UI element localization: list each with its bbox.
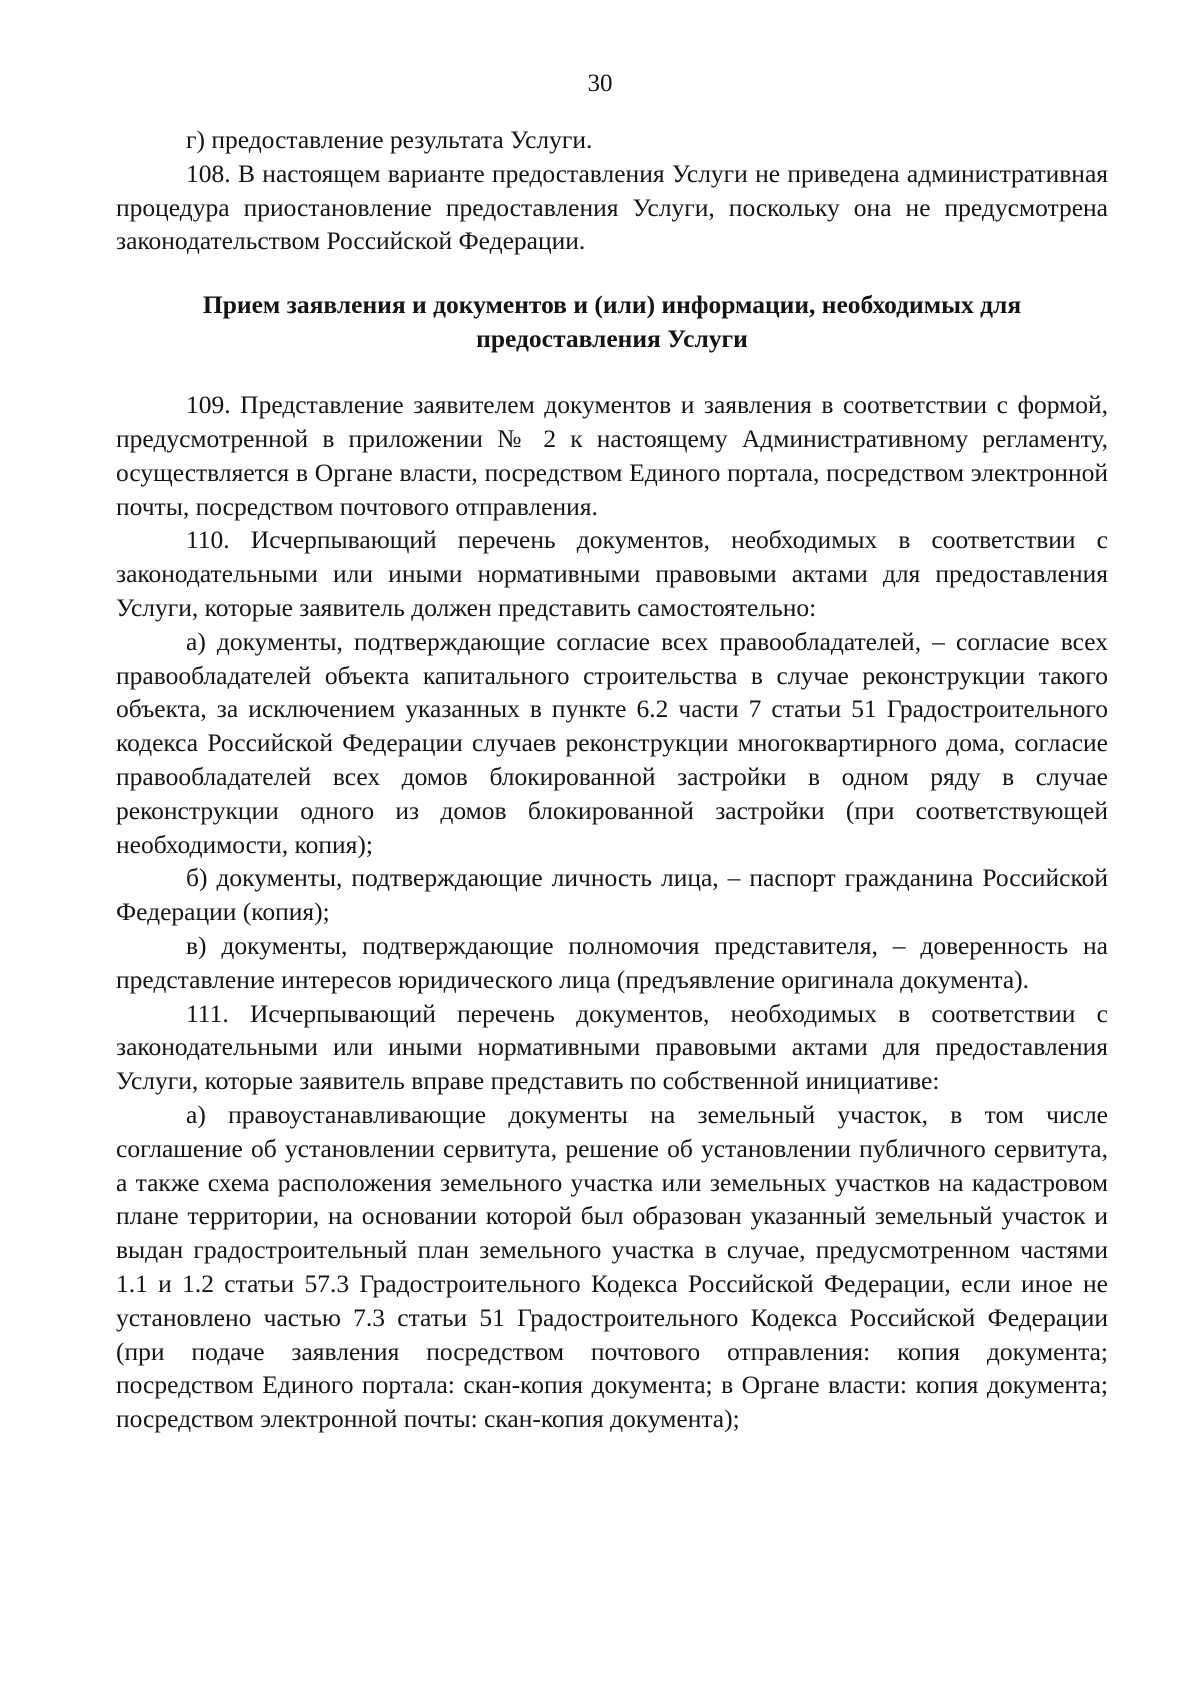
paragraph-g-result: г) предоставление результата Услуги. bbox=[186, 125, 593, 154]
paragraph-110-b: б) документы, подтверждающие личность лица, – паспорт гражданина Российской Федерации (копия); bbox=[116, 863, 1108, 927]
paragraph-110-a: а) документы, подтверждающие согласие всех правообладателей, – согласие всех правообладателей объекта капитального строительства в случае реконструкции такого объекта, за исключением указанных в пункте 6.2 части 7 статьи 51 Градостроительного кодекса Российской Федерации случаев реконструкции многоквартирного дома, согласие правообладателей всех домов блокированной застройки в одном ряду в случае реконструкции одного из домов блокированной застройки (при соответствующей необходимости, копия); bbox=[116, 626, 1108, 859]
paragraph-111-a: а) правоустанавливающие документы на земельный участок, в том числе соглашение об установлении сервитута, решение об установлении публичного сервитута, а также схема расположения земельного участка или земельных участков на кадастровом плане территории, на основании которой был образован указанный земельный участок и выдан градостроительный план земельного участка в случае, предусмотренном частями 1.1 и 1.2 статьи 57.3 Градостроительного Кодекса Российской Федерации, если иное не установлено частью 7.3 статьи 51 Градостроительного Кодекса Российской Федерации (при подаче заявления посредством почтового отправления: копия документа; посредством Единого портала: скан-копия документа; в Органе власти: копия документа; посредством электронной почты: скан-копия документа); bbox=[116, 1099, 1108, 1434]
paragraph-111: 111. Исчерпывающий перечень документов, необходимых в соответствии с законодательными или иными нормативными правовыми актами для предоставления Услуги, которые заявитель вправе представить по собственной инициативе: bbox=[116, 998, 1108, 1096]
paragraph-109: 109. Представление заявителем документов и заявления в соответствии с формой, предусмотренной в приложении № 2 к настоящему Административному регламенту, осуществляется в Органе власти, посредством Единого портала, посредством электронной почты, посредством почтового отправления. bbox=[116, 390, 1108, 521]
paragraph-108: 108. В настоящем варианте предоставления Услуги не приведена административная процедура приостановление предоставления Услуги, поскольку она не предусмотрена законодательством Российской Федерации. bbox=[116, 158, 1108, 256]
paragraph-110-v: в) документы, подтверждающие полномочия представителя, – доверенность на представление интересов юридического лица (предъявление оригинала документа). bbox=[116, 930, 1108, 994]
paragraph-110: 110. Исчерпывающий перечень документов, необходимых в соответствии с законодательными или иными нормативными правовыми актами для предоставления Услуги, которые заявитель должен представить самостоятельно: bbox=[116, 525, 1108, 622]
document-body bbox=[116, 123, 1108, 1436]
section-heading: Прием заявления и документов и (или) информации, необходимых для предоставления Услуги bbox=[202, 290, 1022, 354]
page-number: 30 bbox=[587, 70, 613, 97]
